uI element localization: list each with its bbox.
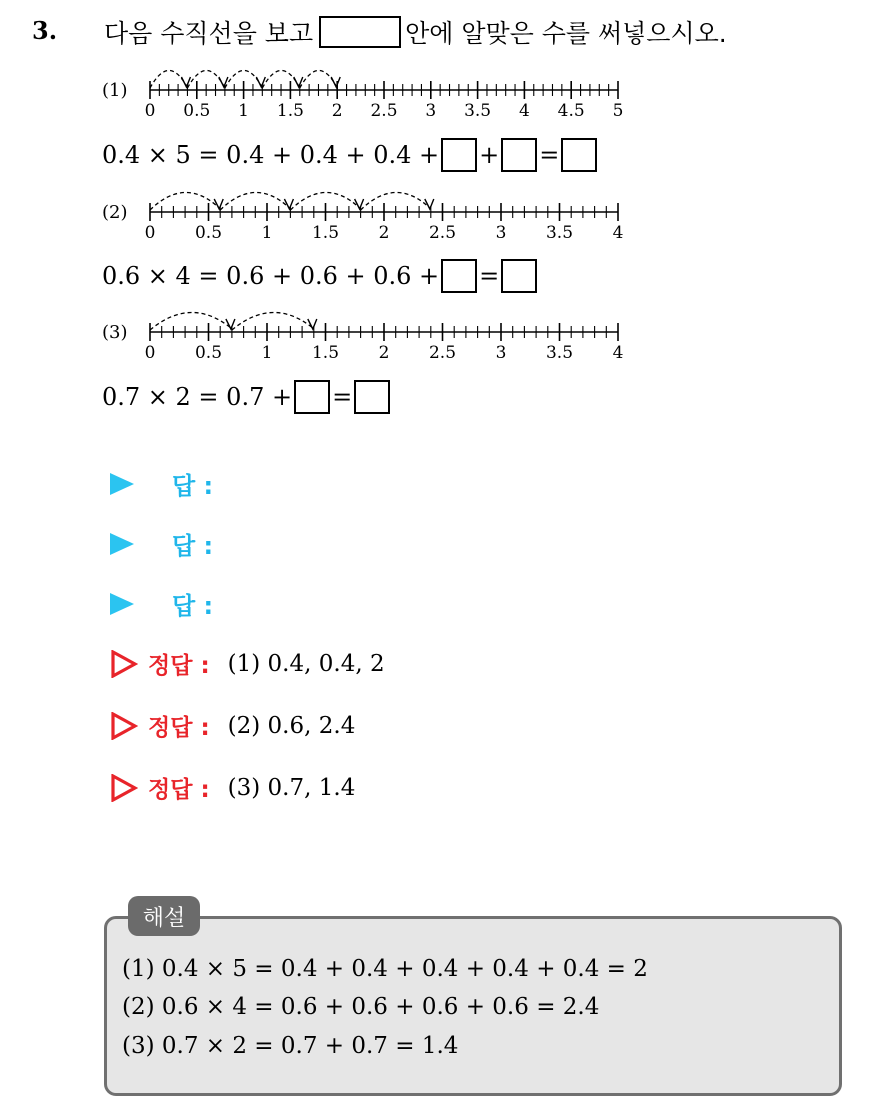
question-text-before: 다음 수직선을 보고 <box>104 19 314 48</box>
blank-box[interactable] <box>354 380 390 414</box>
tick-label: 3 <box>495 223 507 243</box>
tick-label: 1 <box>261 223 273 243</box>
solution-row-3 <box>110 771 355 804</box>
explanation-tab: 해설 <box>128 896 200 936</box>
outline-triangle-icon <box>110 774 138 802</box>
part-label: (2) <box>102 202 128 223</box>
tick-label: 1 <box>261 343 273 363</box>
blank-box[interactable] <box>561 138 597 172</box>
question-text <box>104 14 727 50</box>
tick-label: 2.5 <box>428 343 457 363</box>
tick-label: 0.5 <box>194 343 223 363</box>
solution-row-1 <box>110 647 385 680</box>
part-label: (1) <box>102 80 128 101</box>
explanation-line-2: (2) 0.6 × 4 = 0.6 + 0.6 + 0.6 + 0.6 = 2.4 <box>122 994 600 1020</box>
equation-3-lhs: 0.7 × 2 = 0.7 + <box>102 383 293 411</box>
tick-label: 0 <box>144 101 156 121</box>
answer-label: 답 : <box>172 472 214 500</box>
solution-row-2 <box>110 709 355 742</box>
equation-2-lhs: 0.6 × 4 = 0.6 + 0.6 + 0.6 + <box>102 262 440 290</box>
blank-box[interactable] <box>294 380 330 414</box>
part-label: (3) <box>102 322 128 343</box>
answer-label: 답 : <box>172 532 214 560</box>
solution-text: (2) 0.6, 2.4 <box>227 712 356 739</box>
outline-triangle-icon <box>110 650 138 678</box>
answer-label: 답 : <box>172 592 214 620</box>
equation-1 <box>102 138 599 172</box>
outline-triangle-icon <box>110 712 138 740</box>
tick-label: 0.5 <box>183 101 211 121</box>
answer-row-1[interactable] <box>110 466 213 501</box>
solution-text: (3) 0.7, 1.4 <box>227 774 356 801</box>
tick-label: 2 <box>331 101 343 121</box>
question-text-after: 안에 알맞은 수를 써넣으시오. <box>405 19 727 48</box>
tick-label: 5 <box>612 101 624 121</box>
question-number: 3. <box>32 16 58 45</box>
tick-label: 0 <box>144 343 156 363</box>
solution-label: 정답 : <box>148 715 210 741</box>
play-triangle-icon <box>110 533 134 555</box>
tick-label: 2.5 <box>370 101 398 121</box>
tick-label: 3.5 <box>545 343 574 363</box>
number-line-2 <box>100 182 640 246</box>
tick-label: 2 <box>378 223 390 243</box>
tick-label: 3 <box>425 101 437 121</box>
tick-label: 1.5 <box>276 101 304 121</box>
jump-arrowhead <box>331 77 340 87</box>
blank-box[interactable] <box>501 138 537 172</box>
tick-label: 1.5 <box>311 343 340 363</box>
number-line-3 <box>100 302 640 366</box>
play-triangle-icon <box>110 473 134 495</box>
solution-text: (1) 0.4, 0.4, 2 <box>227 650 385 677</box>
blank-box[interactable] <box>441 259 477 293</box>
tick-label: 4.5 <box>557 101 585 121</box>
equation-1-lhs: 0.4 × 5 = 0.4 + 0.4 + 0.4 + <box>102 141 440 169</box>
tick-label: 2 <box>378 343 390 363</box>
tick-label: 3 <box>495 343 507 363</box>
answer-row-2[interactable] <box>110 526 213 561</box>
blank-box[interactable] <box>441 138 477 172</box>
equation-2-equals: = <box>479 262 500 290</box>
tick-label: 4 <box>518 101 530 121</box>
tick-label: 0 <box>144 223 156 243</box>
equation-1-equals: = <box>539 141 560 169</box>
blank-box[interactable] <box>501 259 537 293</box>
tick-label: 1 <box>238 101 250 121</box>
tick-label: 0.5 <box>194 223 223 243</box>
explanation-line-3: (3) 0.7 × 2 = 0.7 + 0.7 = 1.4 <box>122 1033 459 1059</box>
tick-label: 1.5 <box>311 223 340 243</box>
equation-3-equals: = <box>332 383 353 411</box>
tick-label: 2.5 <box>428 223 457 243</box>
number-line-1 <box>100 60 640 124</box>
play-triangle-icon <box>110 593 134 615</box>
solution-label: 정답 : <box>148 653 210 679</box>
tick-label: 3.5 <box>545 223 574 243</box>
tick-label: 4 <box>612 223 624 243</box>
tick-label: 3.5 <box>464 101 492 121</box>
jump-arrowhead <box>308 319 317 329</box>
equation-3 <box>102 380 392 414</box>
equation-1-plus: + <box>479 141 500 169</box>
equation-2 <box>102 259 539 293</box>
answer-row-3[interactable] <box>110 586 213 621</box>
solution-label: 정답 : <box>148 777 210 803</box>
tick-label: 4 <box>612 343 624 363</box>
explanation-line-1: (1) 0.4 × 5 = 0.4 + 0.4 + 0.4 + 0.4 + 0.4 = 2 <box>122 956 648 982</box>
blank-box-example <box>319 16 401 48</box>
jump-arrowhead <box>226 319 235 329</box>
